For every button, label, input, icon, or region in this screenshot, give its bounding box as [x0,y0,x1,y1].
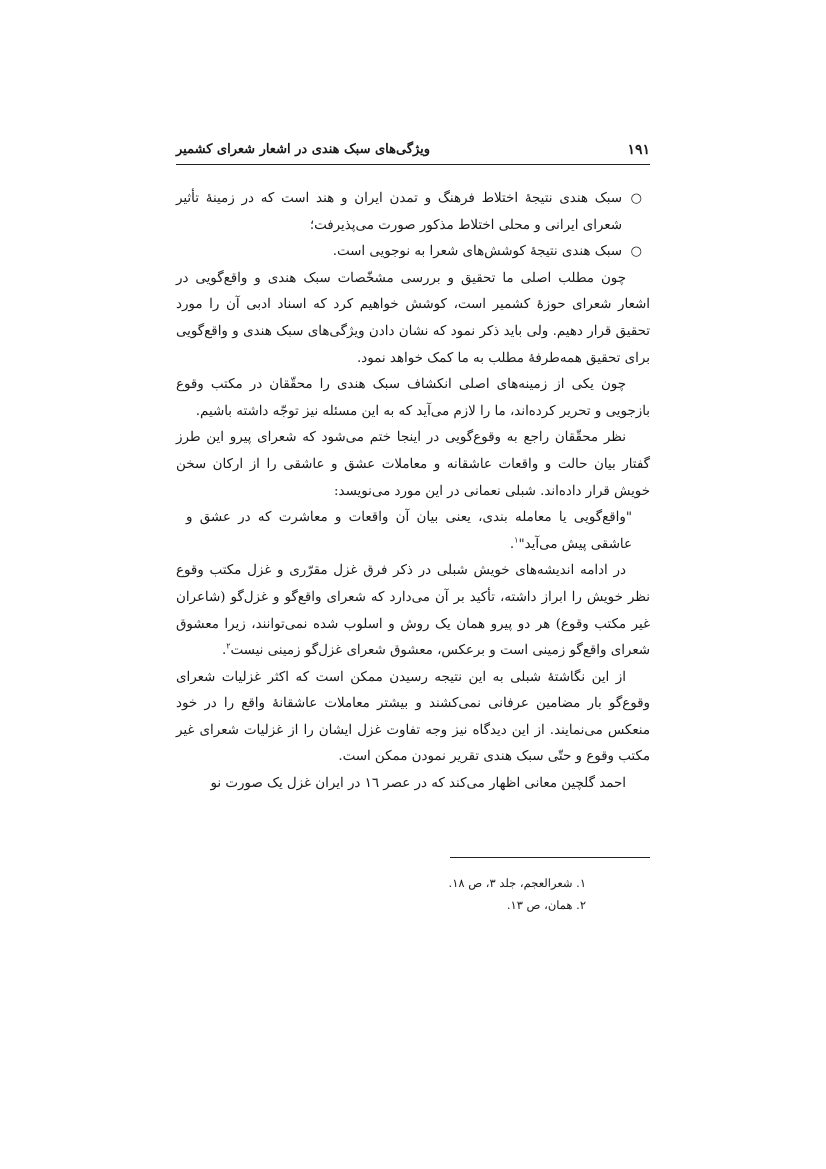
footnote-ref: ١ [514,535,519,545]
footnotes [176,872,650,916]
bullet-text: سبک هندی نتیجۀ اختلاط فرهنگ و تمدن ایران و هند است که در زمینۀ تأثیر شعرای ایرانی و محلی اختلاط مذکور صورت می‌پذیرفت؛ [176,191,622,233]
block-quote: "واقع‌گویی یا معامله بندی، یعنی بیان آن واقعات و معاشرت که در عشق و عاشقی پیش می‌آید"$^١$. [186,510,632,552]
footnote: ١. شعرالعجم، جلد ٣، ص ١٨. [448,876,586,890]
footnote: ٢. همان، ص ١٣. [506,898,586,912]
paragraph: از این نگاشتۀ شبلی به این نتیجه رسیدن ممکن است که اکثر غزلیات شعرای وقوع‌گو بار مضامین عرفانی نمی‌کشند و بیشتر معاملات عاشقانۀ واقع را در خود منعکس می‌نمایند. از این دیدگاه نیز وجه تفاوت غزل ایشان را از غزلیات شعرای غیر مکتب وقوع و حتّی سبک هندی تقریر نمودن ممکن است. [176,669,650,765]
bullet-item [176,239,650,266]
bullet-circle-icon: ○ [630,191,642,206]
bullet-circle-icon: ○ [630,244,642,260]
bullet-text: سبک هندی نتیجۀ کوشش‌های شعرا به نوجویی است. [332,244,622,260]
paragraph: احمد گلچین معانی اظهار می‌کند که در عصر ١٦ در ایران غزل یک صورت نو [210,776,626,792]
footnote-ref: ٢ [226,641,231,651]
running-title: ویژگی‌های سبک هندی در اشعار شعرای کشمیر [176,142,431,157]
paragraph: نظر محقّقان راجع به وقوع‌گویی در اینجا ختم می‌شود که شعرای پیرو این طرز گفتار بیان حالت و واقعات عاشقانه و معاملات عشق و عاشقی را از ارکان سخن خویش قرار داده‌اند. شبلی نعمانی در این مورد می‌نویسد: [176,430,650,499]
page-number: ١٩١ [627,142,650,158]
paragraph: چون یکی از زمینه‌های اصلی انکشاف سبک هندی را محقّقان در مکتب وقوع بازجویی و تحریر کرده‌اند، ما را لازم می‌آید که به این مسئله نیز توجّه داشته باشیم. [176,377,650,419]
quote-text: "واقع‌گویی یا معامله بندی، یعنی بیان آن واقعات و معاشرت که در عشق و عاشقی پیش می‌آید" [186,510,632,552]
footnote-divider [450,857,650,858]
body-text [176,186,650,798]
paragraph: در ادامه اندیشه‌های خویش شبلی در ذکر فرق غزل مقرّری و غزل مکتب وقوع نظر خویش را ابراز داشته، تأکید بر آن می‌دارد که شعرای واقع‌گو و غزل‌گو (شاعران غیر مکتب وقوع) هر دو پیرو همان یک روش و اسلوب شده نمی‌توانند، زیرا معشوق شعرای واقع‌گو زمینی است و برعکس، معشوق شعرای غزل‌گو زمینی نیست$^٢$. [176,563,650,659]
page-header [176,140,650,165]
bullet-item [176,186,650,239]
paragraph: چون مطلب اصلی ما تحقیق و بررسی مشخّصات سبک هندی و واقع‌گویی در اشعار شعرای حوزۀ کشمیر است، کوشش خواهیم کرد که اسناد ادبی آن را مورد تحقیق قرار دهیم. ولی باید ذکر نمود که نشان دادن ویژگی‌های سبک هندی و واقع‌گویی برای تحقیق همه‌طرفۀ مطلب به ما کمک خواهد نمود. [176,270,650,366]
paragraph-text: در ادامه اندیشه‌های خویش شبلی در ذکر فرق غزل مقرّری و غزل مکتب وقوع نظر خویش را ابراز داشته، تأکید بر آن می‌دارد که شعرای واقع‌گو و غزل‌گو (شاعران غیر مکتب وقوع) هر دو پیرو همان یک روش و اسلوب شده نمی‌توانند، زیرا معشوق شعرای واقع‌گو زمینی است و برعکس، معشوق شعرای غزل‌گو زمینی نیست [176,563,650,659]
